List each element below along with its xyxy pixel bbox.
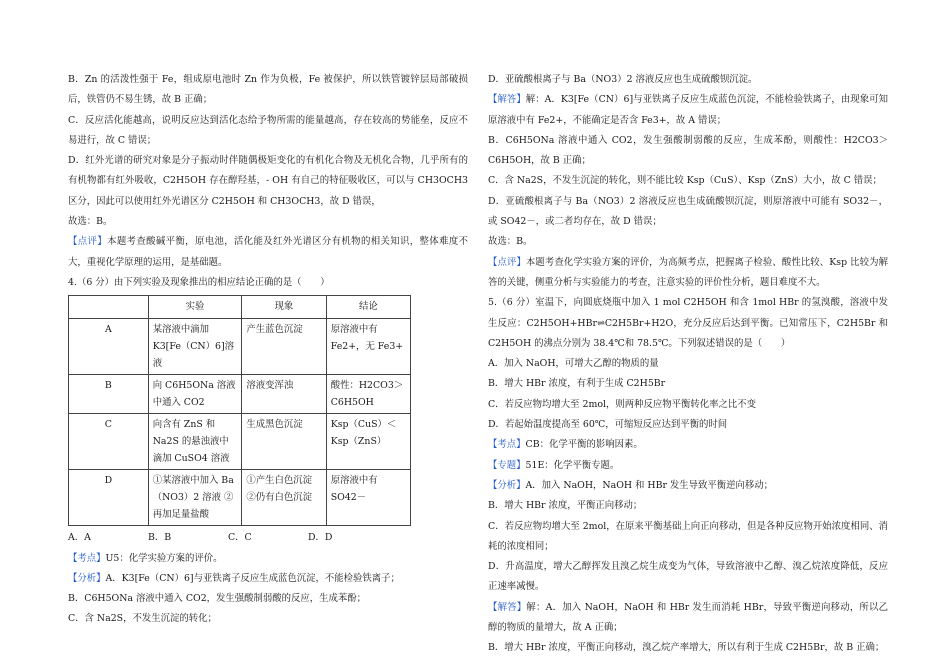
solution-d: D．亚硫酸根离子与 Ba（NO3）2 溶液反应也生成硫酸钡沉淀，则原溶液中可能有 SO32－，或 SO42－，或二者均存在，故 D 错误； bbox=[488, 195, 888, 228]
experiment-cell: 向含有 ZnS 和 Na2S 的悬浊液中滴加 CuSO4 溶液 bbox=[148, 414, 242, 470]
experiment-cell: ①某溶液中加入 Ba（NO3）2 溶液 ②再加足量盐酸 bbox=[148, 470, 242, 526]
conclusion-cell: Ksp（CuS）＜ Ksp（ZnS） bbox=[326, 414, 410, 470]
solution-b: B．增大 HBr 浓度，平衡正向移动，溴乙烷产率增大，所以有利于生成 C2H5Br，故 B 正确； bbox=[488, 642, 885, 654]
option-a: A．A bbox=[68, 532, 91, 544]
solution-b: B．C6H5ONa 溶液中通入 CO2，发生强酸制弱酸的反应，生成苯酚，则酸性：H2CO3＞C6H5OH，故 B 正确； bbox=[488, 134, 888, 167]
conclusion-cell: 原溶液中有 Fe2+，无 Fe3+ bbox=[326, 319, 410, 375]
conclusion-cell: 酸性：H2CO3＞C6H5OH bbox=[326, 375, 410, 414]
table-header-cell: 结论 bbox=[326, 296, 410, 319]
phenomenon-cell: 溶液变浑浊 bbox=[242, 375, 326, 414]
comment-tag: 【点评】 bbox=[68, 236, 108, 248]
row-label: A bbox=[69, 319, 149, 375]
knowledge-tag: 【考点】 bbox=[68, 552, 106, 564]
solution-tag: 【解答】 bbox=[488, 601, 527, 613]
answer-c-text: C．反应活化能越高，说明反应达到活化态给予物所需的能量越高，存在较高的势能垒，反应不易进行，故 C 错误； bbox=[68, 114, 468, 146]
solution-paragraph bbox=[488, 598, 888, 639]
analysis-text: A．加入 NaOH，NaOH 和 HBr 发生导致平衡逆向移动； bbox=[525, 479, 774, 491]
conclusion-cell: 原溶液中有 SO42－ bbox=[326, 470, 410, 526]
table-header-cell: 现象 bbox=[242, 296, 326, 319]
knowledge-point bbox=[488, 435, 888, 455]
comment-paragraph bbox=[488, 253, 888, 294]
row-label: B bbox=[69, 375, 149, 414]
experiment-cell: 向 C6H5ONa 溶液中通入 CO2 bbox=[148, 375, 242, 414]
question-5-option-c: C．若反应物均增大至 2mol，则两种反应物平衡转化率之比不变 bbox=[488, 398, 757, 410]
solution-text: 解：A．加入 NaOH，NaOH 和 HBr 发生而消耗 HBr，导致平衡逆向移动，所以乙醇的物质的量增大，故 A 正确； bbox=[488, 601, 888, 634]
row-label: C bbox=[69, 414, 149, 470]
left-column bbox=[68, 70, 468, 630]
question-5-option-b: B．增大 HBr 浓度，有利于生成 C2H5Br bbox=[488, 378, 666, 390]
solution-paragraph bbox=[488, 90, 888, 131]
analysis-tag: 【分析】 bbox=[488, 479, 526, 491]
row-label: D bbox=[69, 470, 149, 526]
right-column bbox=[488, 70, 888, 659]
choice-text: 故选：B。 bbox=[68, 216, 113, 228]
solution-text: 解：A．K3[Fe（CN）6]与亚铁离子反应生成蓝色沉淀，不能检验铁离子，由现象可知原溶液中有 Fe2+，不能确定是否含 Fe3+，故 A 错误； bbox=[488, 94, 888, 126]
knowledge-point bbox=[68, 549, 468, 569]
analysis-c: C．含 Na2S，不发生沉淀的转化； bbox=[68, 613, 217, 625]
topic-text: 51E：化学平衡专题。 bbox=[525, 459, 620, 471]
answer-d-text: D．红外光谱的研究对象是分子振动时伴随偶极矩变化的有机化合物及无机化合物，几乎所有的有机物都有红外吸收，C2H5OH 存在醇羟基，- OH 有自己的特征吸收区，可以与 CH3OCH3 区分，因此可以使用红外光谱区分 C2H5OH 和 CH3OCH3，故 D 错误， bbox=[68, 155, 468, 207]
answer-options bbox=[68, 528, 468, 548]
analysis-paragraph bbox=[68, 569, 468, 589]
experiment-cell: 某溶液中滴加 K3[Fe（CN）6]溶液 bbox=[148, 319, 242, 375]
table-row bbox=[69, 414, 411, 470]
table-row bbox=[69, 470, 411, 526]
analysis-b: B．增大 HBr 浓度，平衡正向移动； bbox=[488, 500, 643, 512]
topic-paragraph bbox=[488, 456, 888, 476]
question-5-option-d: D．若起始温度提高至 60℃，可缩短反应达到平衡的时间 bbox=[488, 419, 728, 431]
analysis-c: C．若反应物均增大至 2mol，在原来平衡基础上向正向移动，但是各种反应物开始浓度相同、消耗的浓度相同； bbox=[488, 520, 888, 552]
analysis-paragraph bbox=[488, 476, 888, 496]
question-4-title: 4.（6 分）由下列实验及现象推出的相应结论正确的是（ ） bbox=[68, 276, 330, 288]
phenomenon-cell: 产生蓝色沉淀 bbox=[242, 319, 326, 375]
comment-tag: 【点评】 bbox=[488, 256, 526, 268]
phenomenon-cell: 生成黑色沉淀 bbox=[242, 414, 326, 470]
comment-paragraph bbox=[68, 232, 468, 273]
table-row bbox=[69, 319, 411, 375]
option-b: B．B bbox=[148, 532, 172, 544]
topic-tag: 【专题】 bbox=[488, 459, 526, 471]
knowledge-text: CB：化学平衡的影响因素。 bbox=[525, 439, 643, 451]
knowledge-text: U5：化学实验方案的评价。 bbox=[105, 552, 223, 564]
choice-text: 故选：B。 bbox=[488, 236, 533, 248]
comment-text: 本题考查酸碱平衡，原电池，活化能及红外光谱区分有机物的相关知识，整体难度不大，重视化学原理的运用，是基础题。 bbox=[68, 236, 468, 268]
table-header-cell: 实验 bbox=[148, 296, 242, 319]
question-5-title: 5.（6 分）室温下，向圆底烧瓶中加入 1 mol C2H5OH 和含 1mol HBr 的氢溴酸，溶液中发生反应：C2H5OH+HBr⇌C2H5Br+H2O，充分反应后达到平衡。已知常压下，C2H5Br 和 C2H5OH 的沸点分别为 38.4℃和 78.5℃。下列叙述错误的是（ ） bbox=[488, 297, 888, 349]
question-5-option-a: A．加入 NaOH，可增大乙醇的物质的量 bbox=[488, 358, 659, 370]
option-d: D．D bbox=[308, 532, 333, 544]
option-c: C．C bbox=[228, 532, 252, 544]
analysis-tag: 【分析】 bbox=[68, 572, 106, 584]
table-header-cell bbox=[69, 296, 149, 319]
analysis-d: D．升高温度，增大乙醇挥发且溴乙烷生成变为气体，导致溶液中乙醇、溴乙烷浓度降低，反应正速率减慢。 bbox=[488, 561, 888, 593]
table-header-row bbox=[69, 296, 411, 319]
comment-text: 本题考查化学实验方案的评价，为高频考点，把握离子检验、酸性比较、Ksp 比较为解答的关键，侧重分析与实验能力的考查，注意实验的评价性分析，题目难度不大。 bbox=[488, 256, 888, 288]
knowledge-tag: 【考点】 bbox=[488, 439, 526, 451]
analysis-text: A．K3[Fe（CN）6]与亚铁离子反应生成蓝色沉淀，不能检验铁离子； bbox=[105, 572, 400, 584]
solution-c: C．含 Na2S，不发生沉淀的转化，则不能比较 Ksp（CuS）、Ksp（ZnS）大小，故 C 错误； bbox=[488, 175, 882, 187]
solution-tag: 【解答】 bbox=[488, 94, 526, 106]
analysis-d: D．亚硫酸根离子与 Ba（NO3）2 溶液反应也生成硫酸钡沉淀。 bbox=[488, 74, 758, 85]
table-row bbox=[69, 375, 411, 414]
analysis-b: B．C6H5ONa 溶液中通入 CO2，发生强酸制弱酸的反应，生成苯酚； bbox=[68, 593, 367, 605]
phenomenon-cell: ①产生白色沉淀 ②仍有白色沉淀 bbox=[242, 470, 326, 526]
answer-b-text: B．Zn 的活泼性强于 Fe，组成原电池时 Zn 作为负极，Fe 被保护，所以铁管镀锌层局部破损后，铁管仍不易生锈，故 B 正确； bbox=[68, 74, 468, 106]
experiment-table bbox=[68, 295, 411, 526]
